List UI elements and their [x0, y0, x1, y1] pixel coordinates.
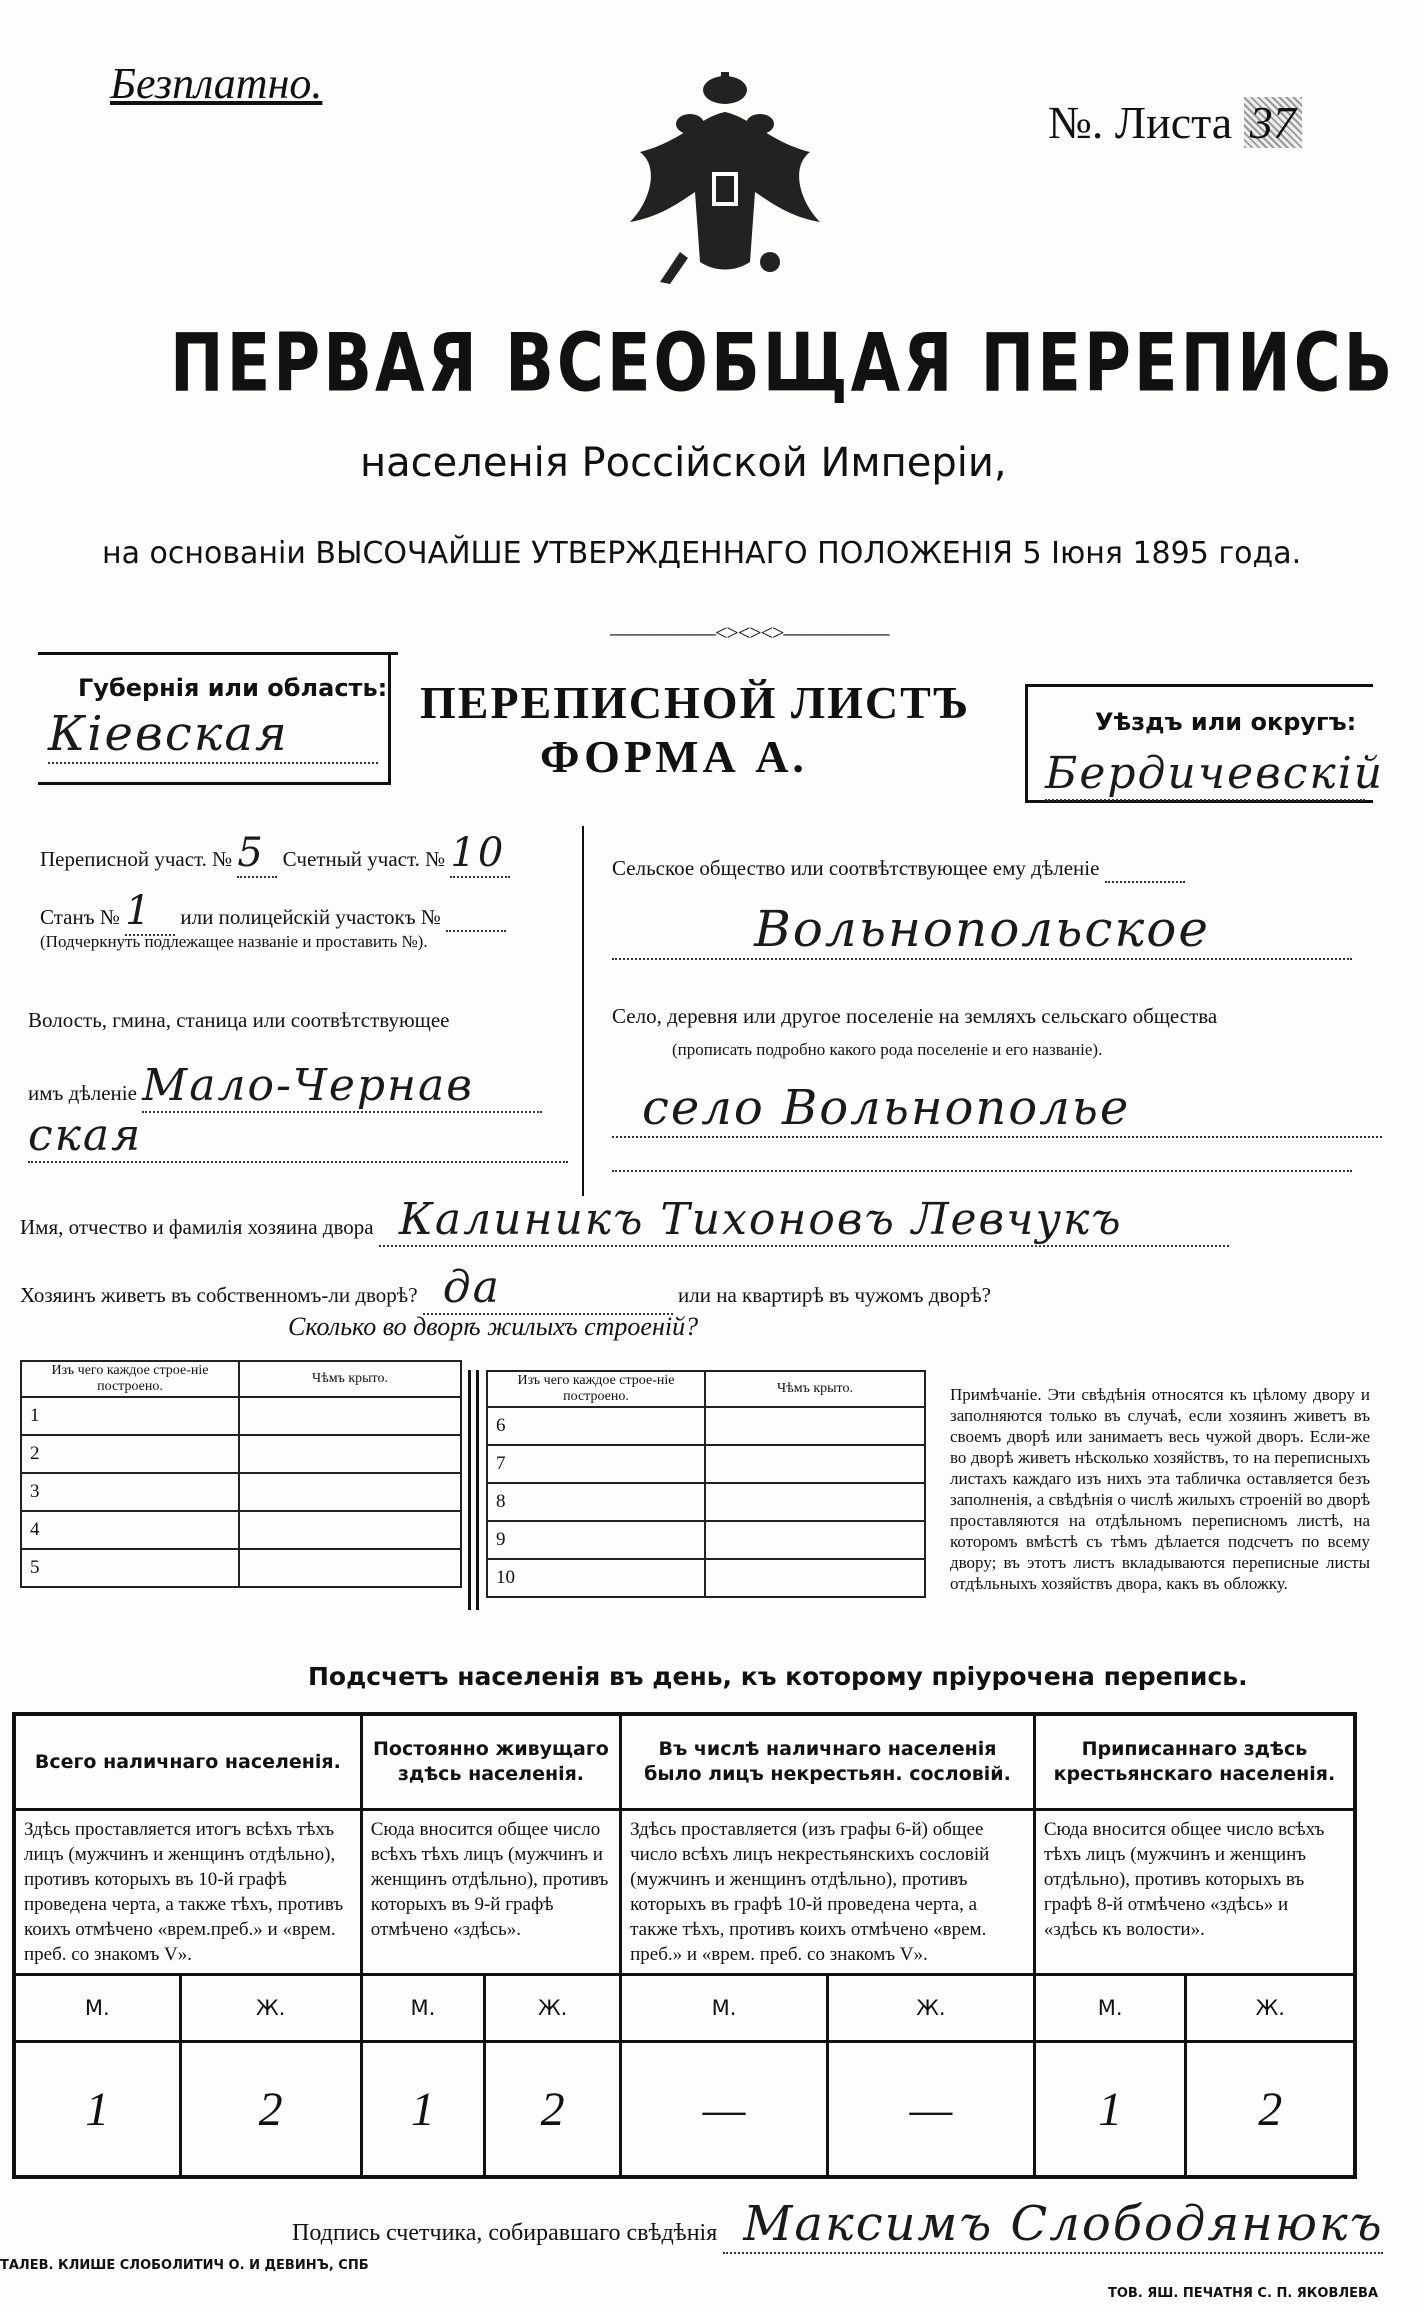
sheet-number-value: 37 [1244, 97, 1302, 148]
table-row: 3 [21, 1473, 461, 1511]
own-yard-field: Хозяинъ живетъ въ собственномъ-ли дворѣ? да или на квартирѣ въ чужомъ дворѣ? [20, 1262, 991, 1313]
table-row: 1 [21, 1397, 461, 1435]
sheet-number-label [1048, 96, 1302, 149]
col-permanent-header: Постоянно живущаго здѣсь населенія. [361, 1714, 620, 1810]
form-label: ФОРМА А. [540, 731, 808, 782]
society-value: Вольнопольское [612, 900, 1352, 960]
province-value: Кіевская [48, 706, 378, 764]
owner-field: Имя, отчество и фамилія хозяина двора Калиникъ Тихоновъ Левчукъ [20, 1194, 1229, 1247]
non-peasant-male: — [621, 2042, 828, 2178]
sheet-number-text: №. Листа [1048, 97, 1233, 148]
volost-field: имъ дѣленіе Мало-Чернав [28, 1060, 542, 1113]
table-row: 5 [21, 1549, 461, 1587]
peasant-female: 2 [1186, 2042, 1355, 2178]
table-row: 6 [487, 1407, 925, 1445]
stan-note: (Подчеркнуть подлежащее названіе и проставить №). [40, 932, 428, 951]
page-subtitle: населенія Россійской Имперіи, [360, 440, 1007, 486]
population-table: Всего наличнаго населенія. Постоянно живущаго здѣсь населенія. Въ числѣ наличнаго населенія было лицъ некрестьян. сословій. Приписаннаго здѣсь крестьянскаго населенія. Здѣсь проставляется итогъ всѣхъ тѣхъ лицъ (мужчинъ и женщинъ отдѣльно), противъ которыхъ въ 10-й графѣ проведена черта, а также тѣхъ, противъ коихъ отмѣчено «врем.преб.» и «врем. преб. со знакомъ V». Сюда вносится общее число всѣхъ тѣхъ лицъ (мужчинъ и женщинъ отдѣльно), противъ которыхъ въ 9-й графѣ отмѣчено «здѣсь». Здѣсь проставляется (изъ графы 6-й) общее число всѣхъ лицъ некрестьянскихъ сословій (мужчинъ и женщинъ отдѣльно), противъ которыхъ въ графѣ 10-й проведена черта, а также тѣхъ, противъ коихъ отмѣчено «врем. преб.» и «врем. преб. со знакомъ V». Сюда вносится общее число всѣхъ тѣхъ лицъ (мужчинъ и женщинъ отдѣльно), противъ которыхъ въ графѣ 8-й отмѣчено «здѣсь» и «здѣсь къ волости». М. Ж. М. Ж. М. Ж. М. Ж. 1 2 1 2 — — 1 2 [12, 1712, 1357, 2179]
peasant-male: 1 [1034, 2042, 1186, 2178]
province-label: Губернія или область: [78, 674, 388, 702]
buildings-table-left: Изъ чего каждое строе-ніе построено. Чѣмъ крыто. 1 2 3 4 5 [20, 1360, 462, 1588]
permanent-female: 2 [485, 2042, 621, 2178]
col-non-peasant-header: Въ числѣ наличнаго населенія было лицъ некрестьян. сословій. [621, 1714, 1035, 1810]
buildings-question: Сколько во дворѣ жилыхъ строеній? [288, 1312, 699, 1341]
col-non-peasant-desc: Здѣсь проставляется (изъ графы 6-й) общее число всѣхъ лицъ некрестьянскихъ сословій (мужчинъ и женщинъ отдѣльно), противъ которыхъ въ графѣ 10-й проведена черта, а также тѣхъ, противъ коихъ отмѣчено «врем. преб.» и «врем. преб. со знакомъ V». [621, 1810, 1035, 1975]
table-row: 9 [487, 1521, 925, 1559]
col-total-desc: Здѣсь проставляется итогъ всѣхъ тѣхъ лицъ (мужчинъ и женщинъ отдѣльно), противъ которыхъ въ 10-й графѣ проведена черта, а также тѣхъ, противъ коихъ отмѣчено «врем.преб.» и «врем. преб. со знакомъ V». [14, 1810, 361, 1975]
table-row: 7 [487, 1445, 925, 1483]
stan-field: Станъ № 1 или полицейскій участокъ № [40, 888, 506, 936]
permanent-male: 1 [361, 2042, 484, 2178]
legal-basis: на основаніи ВЫСОЧАЙШЕ УТВЕРЖДЕННАГО ПОЛОЖЕНІЯ 5 Іюня 1895 года. [102, 536, 1302, 571]
ornament-divider: —————<><><>————— [610, 620, 889, 645]
col-peasant-header: Приписаннаго здѣсь крестьянскаго населенія. [1034, 1714, 1355, 1810]
district-label: Уѣздъ или округъ: [1095, 708, 1357, 736]
printer-credit-right: ТОВ. ЯШ. ПЕЧАТНЯ С. П. ЯКОВЛЕВА [1108, 2286, 1379, 2301]
table-row: 8 [487, 1483, 925, 1521]
col-permanent-desc: Сюда вносится общее число всѣхъ тѣхъ лицъ (мужчинъ и женщинъ отдѣльно), противъ которыхъ въ 9-й графѣ отмѣчено «здѣсь». [361, 1810, 620, 1975]
table-row: 2 [21, 1435, 461, 1473]
society-label: Сельское общество или соотвѣтствующее ему дѣленіе [612, 856, 1185, 883]
buildings-table-right: Изъ чего каждое строе-ніе построено. Чѣмъ крыто. 6 7 8 9 10 [486, 1370, 926, 1598]
sheet-title: ПЕРЕПИСНОЙ ЛИСТЪ [420, 677, 971, 728]
table-row: 10 [487, 1559, 925, 1597]
village-note: (прописать подробно какого рода поселеніе и его названіе). [672, 1040, 1103, 1059]
volost-label: Волость, гмина, станица или соотвѣтствующее [28, 1008, 450, 1032]
village-blank-line [612, 1160, 1352, 1172]
census-district-field: Переписной участ. № 5 Счетный участ. № 10 [40, 830, 510, 878]
non-peasant-female: — [827, 2042, 1034, 2178]
village-label: Село, деревня или другое поселеніе на земляхъ сельскаго общества [612, 1004, 1218, 1028]
signature-field: Подпись счетчика, собиравшаго свѣдѣнія Максимъ Слободянюкъ [292, 2196, 1384, 2252]
col-total-header: Всего наличнаго населенія. [14, 1714, 361, 1810]
village-value: село Вольнополье [612, 1080, 1382, 1138]
table-row: 4 [21, 1511, 461, 1549]
total-female: 2 [180, 2042, 361, 2178]
volost-value-continued: ская [28, 1110, 568, 1163]
col-peasant-desc: Сюда вносится общее число всѣхъ тѣхъ лицъ (мужчинъ и женщинъ отдѣльно), противъ которыхъ въ графѣ 8-й отмѣчено «здѣсь» и «здѣсь къ волости». [1034, 1810, 1355, 1975]
page-title: ПЕРВАЯ ВСЕОБЩАЯ ПЕРЕПИСЬ [170, 318, 1396, 411]
printer-credit-left: ТАЛЕВ. КЛИШЕ СЛОБОЛИТИЧ О. И ДЕВИНЪ, СПБ [0, 2258, 369, 2273]
district-value: Бердичевскій [1045, 748, 1385, 799]
total-male: 1 [14, 2042, 180, 2178]
free-label: Безплатно. [110, 59, 323, 108]
double-headed-eagle-emblem [620, 72, 830, 292]
buildings-note: Примѣчаніе. Эти свѣдѣнія относятся къ цѣлому двору и заполняются только въ случаѣ, если хозяинъ живетъ въ своемъ дворѣ или занимаетъ весь чужой дворъ. Если-же во дворѣ живетъ нѣсколько хозяйствъ, то на переписныхъ листахъ каждаго изъ нихъ эта табличка оставляется безъ заполненія, а свѣдѣнія о числѣ жилыхъ строеній во дворѣ проставляются на отдѣльномъ переписномъ листѣ, на которомъ вмѣстѣ съ тѣмъ дѣлается подсчетъ по всему двору; въ этотъ листъ вкладываются переписные листы отдѣльныхъ хозяйствъ двора, какъ въ обложку. [950, 1385, 1370, 1593]
population-title: Подсчетъ населенія въ день, къ которому пріурочена перепись. [308, 1662, 1248, 1691]
